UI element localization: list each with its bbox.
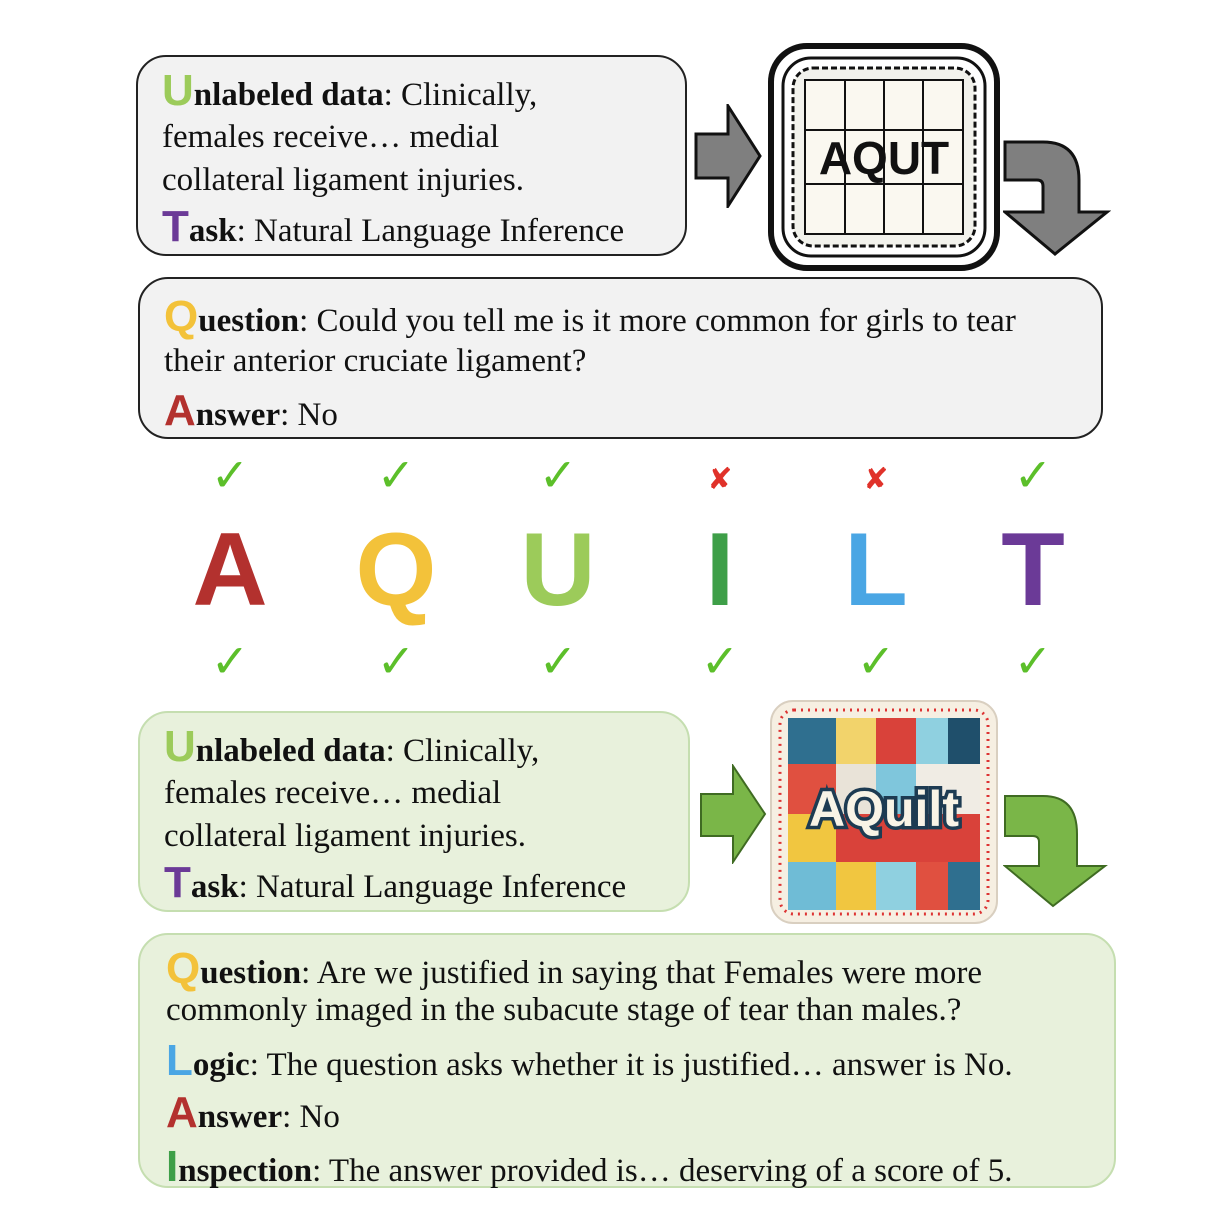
green-right-arrow-icon [699, 764, 767, 864]
green-curved-down-arrow-icon [1003, 794, 1109, 910]
label: uestion [200, 955, 302, 991]
check-icon: ✓ [376, 634, 416, 688]
text-line: females receive… medial [164, 775, 502, 811]
label: nlabeled data [193, 77, 384, 113]
check-icon: ✓ [1013, 448, 1053, 502]
check-icon: ✓ [538, 448, 578, 502]
t-initial: T [164, 858, 191, 907]
text: : No [280, 397, 338, 433]
logic-line [166, 1036, 1013, 1085]
text-line: commonly imaged in the subacute stage of tear than males.? [166, 992, 962, 1028]
text: : Are we justified in saying that Females were more [301, 955, 982, 991]
baseline-output-box [138, 277, 1103, 439]
check-icon: ✓ [1013, 634, 1053, 688]
t-initial: T [162, 202, 189, 251]
answer-line [164, 386, 338, 435]
unlabeled-data-line [162, 66, 538, 115]
cross-icon: ✘ [707, 462, 733, 497]
text-line: females receive… medial [162, 119, 500, 155]
svg-text:AQuilt: AQuilt [809, 781, 959, 837]
aquilt-output-box [138, 933, 1116, 1191]
answer-line [166, 1088, 340, 1137]
inspection-line [166, 1142, 1013, 1191]
letter-q: Q [355, 512, 437, 628]
svg-text:AQUT: AQUT [818, 132, 950, 184]
u-initial: U [164, 722, 196, 771]
text: : The question asks whether it is justified… answer is No. [249, 1047, 1013, 1083]
label: nlabeled data [195, 733, 386, 769]
check-icon: ✓ [376, 448, 416, 502]
task-line [164, 858, 627, 907]
task-line [162, 202, 625, 251]
q-initial: Q [164, 292, 199, 341]
curved-down-arrow-icon [1003, 140, 1111, 258]
check-icon: ✓ [210, 448, 250, 502]
text: : Natural Language Inference [236, 213, 625, 249]
check-icon: ✓ [700, 634, 740, 688]
label: uestion [198, 303, 300, 339]
letter-u: U [520, 512, 596, 628]
letter-l: L [844, 512, 908, 628]
a-initial: A [166, 1088, 198, 1137]
aquilt-logo [768, 698, 1000, 926]
text: : Could you tell me is it more common for girls to tear [299, 303, 1016, 339]
label: ask [188, 213, 237, 249]
l-initial: L [166, 1036, 193, 1085]
text-line: collateral ligament injuries. [164, 818, 526, 854]
text: : No [282, 1099, 340, 1135]
aqut-logo [767, 42, 1001, 272]
letter-a: A [192, 512, 268, 628]
question-line [164, 292, 1016, 341]
text: : Natural Language Inference [238, 869, 627, 905]
check-icon: ✓ [856, 634, 896, 688]
baseline-input-box [136, 55, 687, 256]
text: : Clinically, [383, 77, 538, 113]
a-initial: A [164, 386, 196, 435]
aquilt-input-box [138, 711, 690, 912]
unlabeled-data-line [164, 722, 540, 771]
letter-i: I [705, 512, 735, 628]
label: nspection [178, 1153, 313, 1189]
letter-t: T [1001, 512, 1065, 628]
q-initial: Q [166, 944, 201, 993]
label: ask [190, 869, 239, 905]
label: ogic [192, 1047, 250, 1083]
text: : The answer provided is… deserving of a score of 5. [312, 1153, 1013, 1189]
question-line [166, 944, 982, 993]
cross-icon: ✘ [863, 462, 889, 497]
check-icon: ✓ [538, 634, 578, 688]
i-initial: I [166, 1142, 179, 1191]
u-initial: U [162, 66, 194, 115]
label: nswer [195, 397, 281, 433]
label: nswer [197, 1099, 283, 1135]
text-line: their anterior cruciate ligament? [164, 343, 587, 379]
check-icon: ✓ [210, 634, 250, 688]
text: : Clinically, [385, 733, 540, 769]
text-line: collateral ligament injuries. [162, 162, 524, 198]
right-arrow-icon [694, 104, 762, 208]
